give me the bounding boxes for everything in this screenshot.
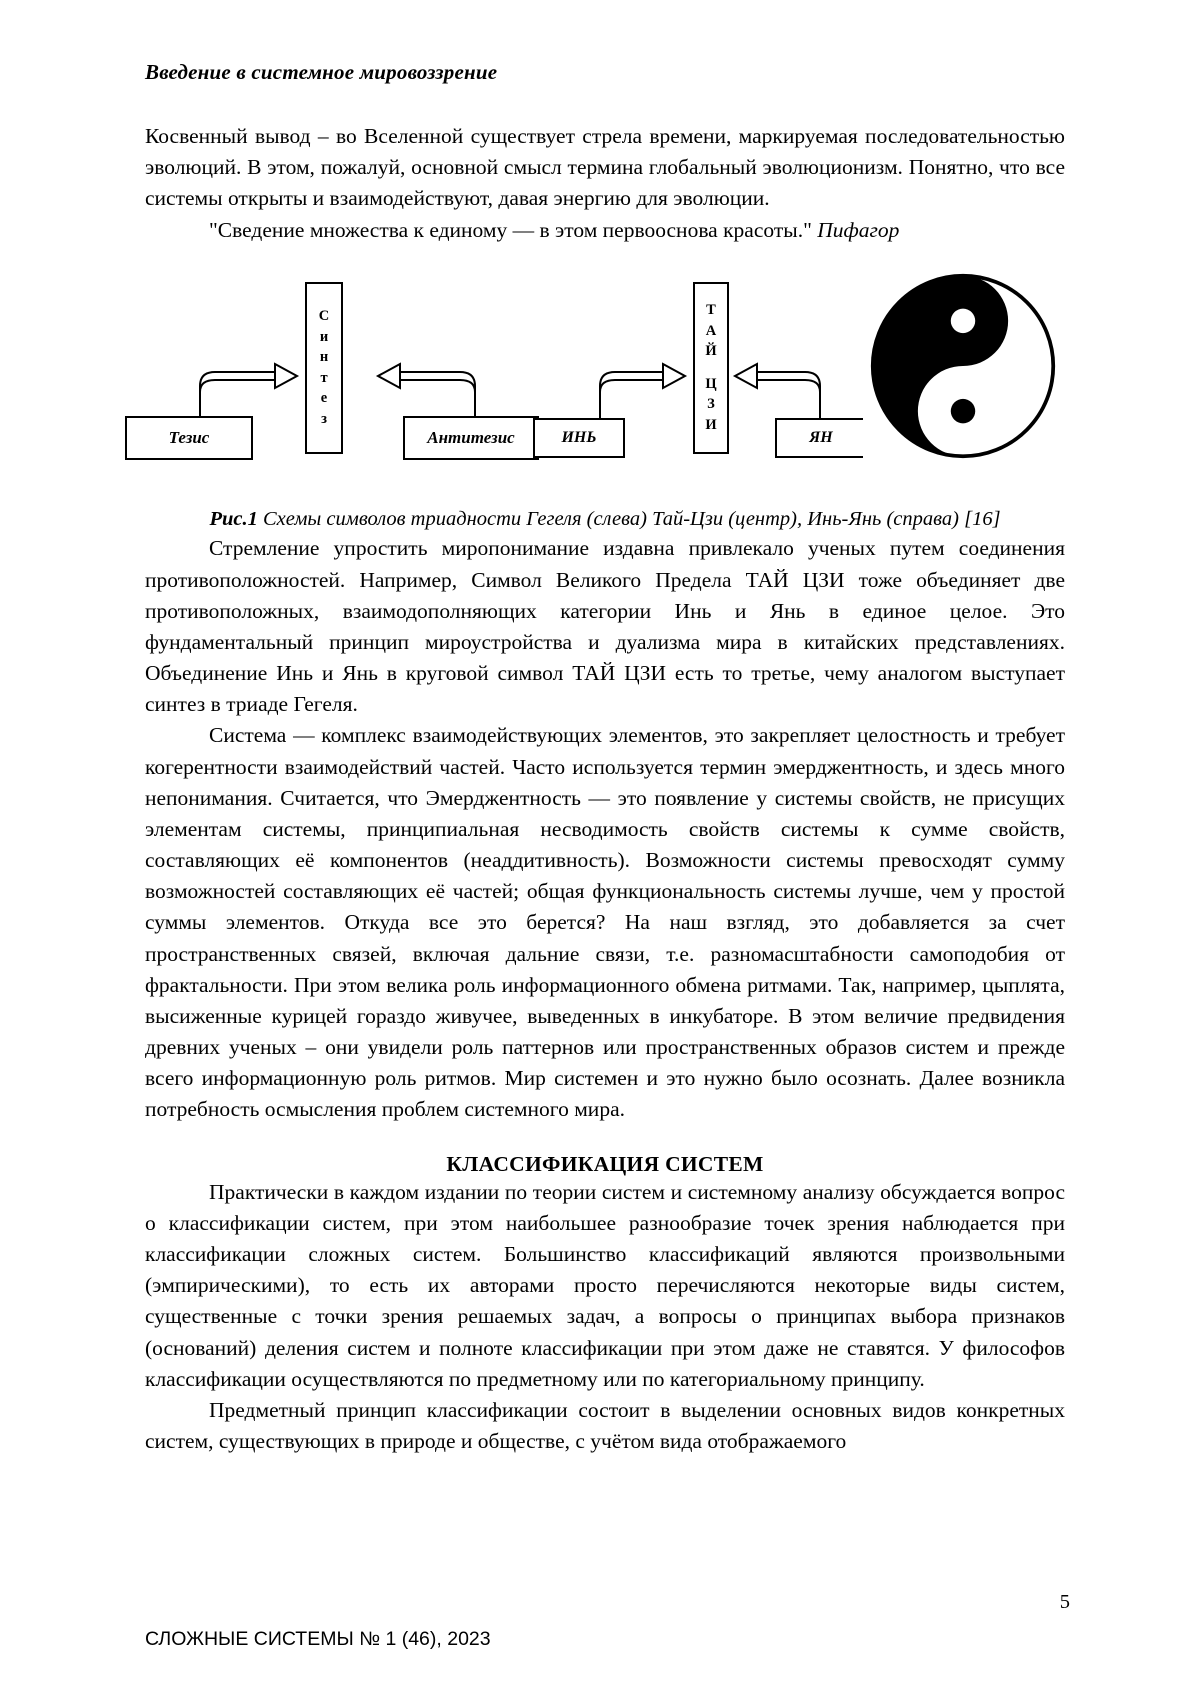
thesis-box xyxy=(125,416,253,460)
synthesis-box xyxy=(305,282,343,454)
synthesis-letter: н xyxy=(319,349,329,366)
taiji-letter: Й xyxy=(705,343,717,360)
quote-author: Пифагор xyxy=(817,217,900,242)
journal-line: СЛОЖНЫЕ СИСТЕМЫ № 1 (46), 2023 xyxy=(145,1628,491,1650)
paragraph-3: Система — комплекс взаимодействующих элементов, это закрепляет целостность и требует когерентности взаимодействий частей. Часто используется термин эмерджентность, и здесь много непонимания. Считается, что Эмерджентность — это появление у системы свойств, не присущих элементам системы, принципиальная несводимость свойств системы к сумме свойств, составляющих её компонентов (неаддитивность). Возможности системы превосходят сумму возможностей составляющих её частей; общая функциональность системы лучше, чем у простой суммы элементов. Откуда все это берется? На наш взгляд, это добавляется за счет пространственных связей, включая дальние связи, т.е. разномасштабности самоподобия от фрактальности. При этом велика роль информационного обмена ритмами. Так, например, цыплята, высиженные курицей гораздо живучее, выведенных в инкубаторе. В этом величие предвидения древних ученых – они увидели роль паттернов или пространственных образов систем и прежде всего информационную роль ритмов. Мир системен и это нужно было осознать. Далее возникла потребность осмысления проблем системного мира. xyxy=(145,723,1065,1122)
figure-1 xyxy=(145,268,1065,483)
figure-number: Рис.1 xyxy=(209,507,258,530)
figure-caption-text: Схемы символов триадности Гегеля (слева) Тай-Цзи (центр), Инь-Янь (справа) xyxy=(262,507,959,530)
figure-caption-ref: [16] xyxy=(964,507,1001,530)
yin-box xyxy=(533,418,625,458)
antithesis-box xyxy=(403,416,539,460)
yang-label: ЯН xyxy=(809,428,833,446)
page-footer xyxy=(145,1591,1070,1651)
yin-label: ИНЬ xyxy=(561,428,597,446)
thesis-label: Тезис xyxy=(168,427,210,447)
synthesis-letter: е xyxy=(320,390,328,407)
page-content xyxy=(145,60,1065,1457)
synthesis-letter: з xyxy=(321,410,327,427)
synthesis-letter: С xyxy=(318,307,330,324)
figure-caption xyxy=(145,505,1065,534)
pythagoras-quote xyxy=(145,215,1065,246)
taiji-letter: З xyxy=(707,396,715,413)
taiji-letter: Ц xyxy=(705,375,717,392)
section-heading: КЛАССИФИКАЦИЯ СИСТЕМ xyxy=(446,1151,764,1176)
yang-box xyxy=(775,418,867,458)
taiji-letter: Т xyxy=(706,301,716,318)
taiji-center-box xyxy=(693,282,729,454)
quote-text: "Сведение множества к единому — в этом первооснова красоты." xyxy=(209,217,812,242)
paragraph-5: Предметный принцип классификации состоит в выделении основных видов конкретных систем, существующих в природе и обществе, с учётом вида отображаемого xyxy=(145,1397,1065,1454)
paragraph-1: Косвенный вывод – во Вселенной существует стрела времени, маркируемая последовательностью эволюций. В этом, пожалуй, основной смысл термина глобальный эволюционизм. Понятно, что все системы открыты и взаимодействуют, давая энергию для эволюции. xyxy=(145,124,1065,211)
synthesis-letter: и xyxy=(319,328,329,345)
taiji-letter: А xyxy=(705,322,717,339)
synthesis-letter: т xyxy=(320,369,328,386)
taiji-letter: И xyxy=(705,416,717,433)
paragraph-4: Практически в каждом издании по теории систем и системному анализу обсуждается вопрос о классификации систем, при этом наибольшее разнообразие точек зрения наблюдается при классификации сложных систем. Большинство классификаций являются произвольными (эмпирическими), то есть их авторами просто перечисляются некоторые виды систем, существенные с точки зрения решаемых задач, а вопросы о принципах выбора признаков (оснований) деления систем и полноте классификации при этом даже не ставятся. У философов классификации осуществляются по предметному или по категориальному принципу. xyxy=(145,1179,1065,1391)
yin-yang-symbol xyxy=(863,272,1063,460)
antithesis-label: Антитезис xyxy=(427,427,515,447)
paragraph-2: Стремление упростить миропонимание издавна привлекало ученых путем соединения противоположностей. Например, Символ Великого Предела ТАЙ ЦЗИ тоже объединяет две противоположных, взаимодополняющих категории Инь и Янь в единое целое. Это фундаментальный принцип мироустройства и дуализма мира в китайских представлениях. Объединение Инь и Янь в круговой символ ТАЙ ЦЗИ есть то третье, чему аналогом выступает синтез в триаде Гегеля. xyxy=(145,536,1065,717)
page-number: 5 xyxy=(1059,1591,1070,1613)
running-head: Введение в системное мировоззрение xyxy=(145,60,498,84)
